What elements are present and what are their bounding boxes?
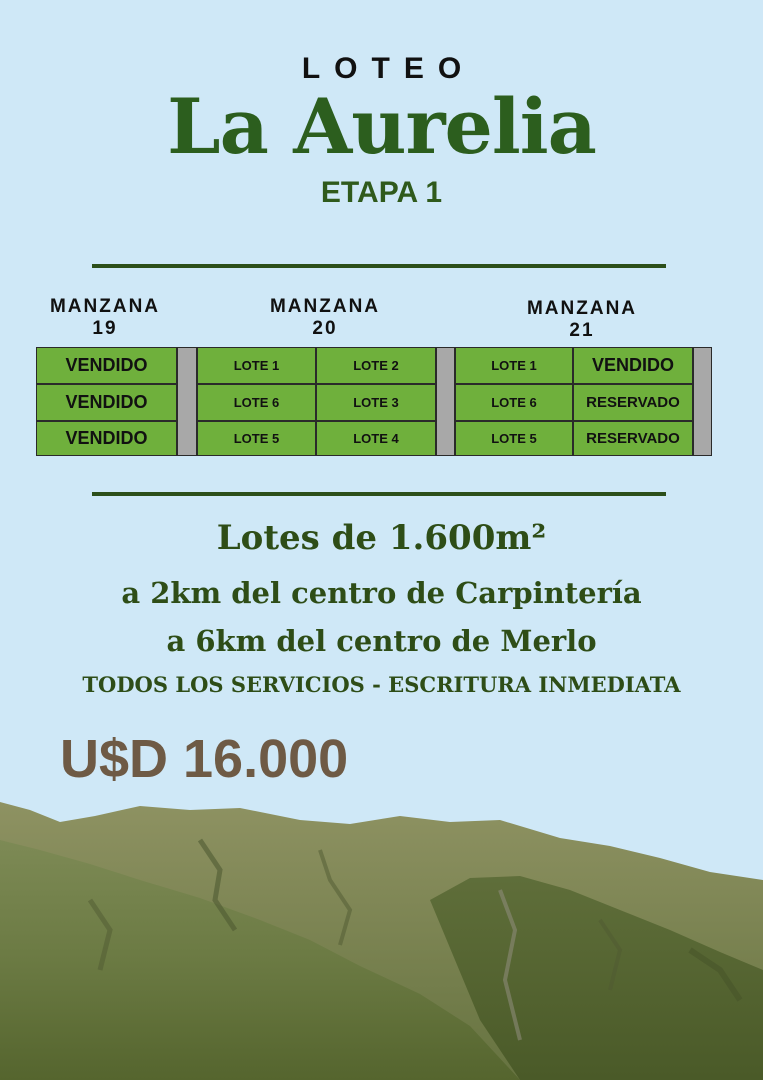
manzana-number: 21: [569, 320, 595, 341]
price-text: U$D 16.000: [60, 729, 349, 789]
lot-cell: LOTE 1: [455, 347, 573, 384]
stage-label: ETAPA 1: [320, 176, 443, 209]
manzana-21-heading: [507, 298, 657, 342]
page-title: La Aurelia: [167, 82, 596, 171]
manzana-19-heading: [30, 296, 180, 340]
lot-cell: VENDIDO: [36, 384, 177, 421]
road-strip: [436, 347, 455, 456]
lot-cell: RESERVADO: [573, 421, 693, 456]
lot-cell: LOTE 4: [316, 421, 436, 456]
distance-merlo-text: a 6km del centro de Merlo: [166, 624, 597, 658]
lot-cell: VENDIDO: [573, 347, 693, 384]
lot-size-text: Lotes de 1.600m²: [216, 518, 547, 558]
lot-cell: LOTE 5: [197, 421, 316, 456]
road-strip: [177, 347, 197, 456]
lot-cell: LOTE 1: [197, 347, 316, 384]
lot-cell: LOTE 2: [316, 347, 436, 384]
distance-carpinteria-text: a 2km del centro de Carpintería: [121, 576, 642, 610]
lot-cell: LOTE 3: [316, 384, 436, 421]
lot-cell: LOTE 5: [455, 421, 573, 456]
divider-bottom: [92, 492, 666, 496]
manzana-number: 20: [312, 318, 338, 339]
manzana-number: 19: [92, 318, 118, 339]
mountain-landscape-image: [0, 780, 763, 1080]
road-strip: [693, 347, 712, 456]
lot-cell: VENDIDO: [36, 347, 177, 384]
lot-cell: VENDIDO: [36, 421, 177, 456]
manzana-label: MANZANA: [269, 296, 381, 317]
divider-top: [92, 264, 666, 268]
kicker-text: LOTEO: [301, 52, 476, 85]
manzana-label: MANZANA: [49, 296, 161, 317]
lot-cell: LOTE 6: [197, 384, 316, 421]
lot-cell: LOTE 6: [455, 384, 573, 421]
manzana-label: MANZANA: [526, 298, 638, 319]
manzana-20-heading: [250, 296, 400, 340]
services-text: TODOS LOS SERVICIOS - ESCRITURA INMEDIATA: [82, 672, 681, 697]
lot-cell: RESERVADO: [573, 384, 693, 421]
